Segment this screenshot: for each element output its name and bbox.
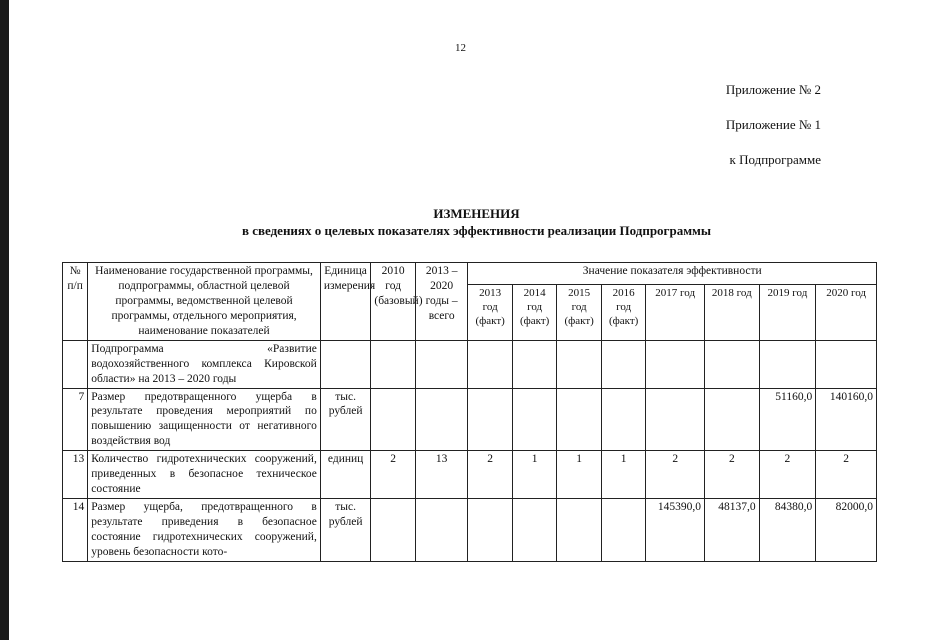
header-total: 2013 – 2020 годы – всего bbox=[415, 263, 468, 341]
row-value bbox=[557, 388, 601, 451]
row-value bbox=[512, 388, 556, 451]
row-value bbox=[646, 388, 705, 451]
appendix-line-3: к Подпрограмме bbox=[729, 152, 821, 167]
row-value: 2 bbox=[646, 451, 705, 499]
row-value bbox=[601, 388, 645, 451]
row-num: 13 bbox=[63, 451, 88, 499]
row-num: 14 bbox=[63, 499, 88, 562]
row-unit: единиц bbox=[320, 451, 371, 499]
row-value bbox=[468, 388, 512, 451]
header-year: 2019 год bbox=[759, 284, 816, 340]
page-number: 12 bbox=[455, 42, 466, 54]
header-num: № п/п bbox=[63, 263, 88, 341]
row-value bbox=[512, 499, 556, 562]
header-year: 2017 год bbox=[646, 284, 705, 340]
row-value: 2 bbox=[759, 451, 816, 499]
row-value: 82000,0 bbox=[816, 499, 877, 562]
appendix-line-2: Приложение № 1 bbox=[725, 117, 821, 132]
subprogram-name: Подпрограмма «Развитие водохозяйственного комплекса Кировской области» на 2013 – 2020 годы bbox=[88, 340, 321, 388]
row-total bbox=[415, 499, 468, 562]
row-value: 2 bbox=[705, 451, 760, 499]
header-year: 2018 год bbox=[705, 284, 760, 340]
appendix-line-1: Приложение № 2 bbox=[725, 82, 821, 97]
row-2010: 2 bbox=[371, 451, 415, 499]
row-value: 1 bbox=[512, 451, 556, 499]
header-value-group: Значение показателя эффективности bbox=[468, 263, 877, 285]
indicators-table bbox=[62, 262, 877, 562]
row-unit: тыс. рублей bbox=[320, 388, 371, 451]
table-header-row bbox=[63, 263, 877, 285]
row-value: 1 bbox=[557, 451, 601, 499]
table-row bbox=[63, 388, 877, 451]
row-value bbox=[468, 499, 512, 562]
row-value: 48137,0 bbox=[705, 499, 760, 562]
row-value bbox=[705, 388, 760, 451]
header-year: 2016 год (факт) bbox=[601, 284, 645, 340]
document-title: ИЗМЕНЕНИЯ bbox=[433, 206, 520, 221]
table-row bbox=[63, 499, 877, 562]
header-name: Наименование государственной программы, подпрограммы, областной целевой программы, ведомственной целевой программы, отдельного мероприятия, наименование показателей bbox=[88, 263, 321, 341]
row-name: Размер предотвращенного ущерба в результате проведения мероприятий по повышению защищенности от негативного воздействия вод bbox=[88, 388, 321, 451]
row-value bbox=[557, 499, 601, 562]
row-value: 2 bbox=[468, 451, 512, 499]
row-value: 145390,0 bbox=[646, 499, 705, 562]
row-unit: тыс. рублей bbox=[320, 499, 371, 562]
subprogram-row bbox=[63, 340, 877, 388]
row-value: 1 bbox=[601, 451, 645, 499]
row-name: Размер ущерба, предотвращенного в результате приведения в безопасное состояние гидротехнических сооружений, уровень безопасности кото- bbox=[88, 499, 321, 562]
header-unit: Единица измерения bbox=[320, 263, 371, 341]
row-total bbox=[415, 388, 468, 451]
table-row bbox=[63, 451, 877, 499]
scan-edge bbox=[0, 0, 9, 640]
header-year: 2015 год (факт) bbox=[557, 284, 601, 340]
row-name: Количество гидротехнических сооружений, приведенных в безопасное техническое состояние bbox=[88, 451, 321, 499]
row-2010 bbox=[371, 388, 415, 451]
row-num: 7 bbox=[63, 388, 88, 451]
row-value: 140160,0 bbox=[816, 388, 877, 451]
header-year: 2014 год (факт) bbox=[512, 284, 556, 340]
header-year: 2013 год (факт) bbox=[468, 284, 512, 340]
header-year: 2020 год bbox=[816, 284, 877, 340]
cell-empty bbox=[63, 340, 88, 388]
row-2010 bbox=[371, 499, 415, 562]
document-subtitle: в сведениях о целевых показателях эффективности реализации Подпрограммы bbox=[241, 223, 712, 238]
row-value: 2 bbox=[816, 451, 877, 499]
row-total: 13 bbox=[415, 451, 468, 499]
row-value: 84380,0 bbox=[759, 499, 816, 562]
header-2010: 2010 год (базовый) bbox=[371, 263, 415, 341]
row-value bbox=[601, 499, 645, 562]
row-value: 51160,0 bbox=[759, 388, 816, 451]
